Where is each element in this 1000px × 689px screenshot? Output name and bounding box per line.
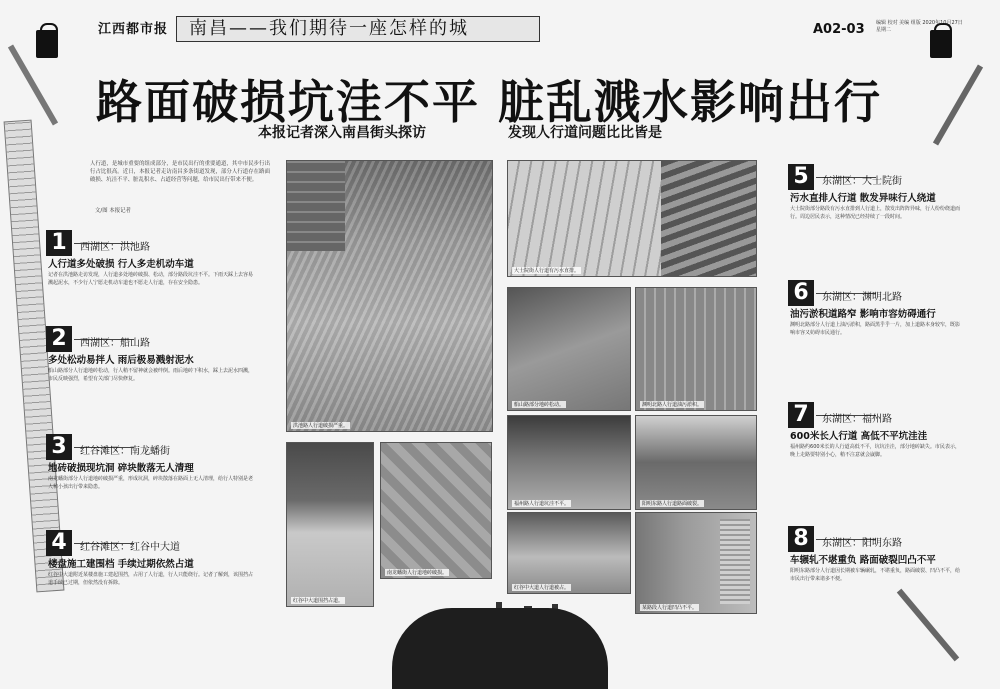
publication-info: 编辑 校对 美编 组版 2020年10月27日 星期二 (876, 20, 963, 33)
section-title: 车辗轧不堪重负 路面破裂凹凸不平 (790, 555, 936, 566)
section-number: 4 (46, 530, 72, 556)
photo-hoarding (286, 442, 374, 607)
section-title: 人行道多处破损 行人多走机动车道 (48, 259, 194, 270)
subheadline-right: 发现人行道问题比比皆是 (508, 125, 662, 141)
hands-illustration (392, 608, 608, 689)
section-body: 渊明北路部分人行道上油污淤积，路面黑乎乎一片，加上道路本身较窄，既影响市容又妨碍市民通行。 (790, 322, 961, 336)
section-title: 污水直排人行道 散发异味行人绕道 (790, 193, 936, 204)
section-title: 楼盘施工建围档 手续过期依然占道 (48, 559, 194, 570)
section-8 (788, 526, 978, 636)
photo-caption: 红谷中大道人行道被占。 (514, 585, 570, 591)
photo-caption: 福州路人行道坑洼不平。 (514, 501, 570, 507)
masthead-logo: 江西都市报 (98, 22, 169, 37)
section-area: 东湖区：大士院街 (822, 176, 902, 187)
section-7 (788, 402, 978, 512)
photo-occupied-sidewalk (507, 512, 631, 594)
section-area: 东湖区：阳明东路 (822, 538, 902, 549)
photo-cracked-road (635, 415, 757, 510)
intro-paragraph: 人行道，是城市重要的组成部分，是市民出行的重要通道，其中市民步行出行占比很高。近日，本报记者走访南昌多条街道发现，部分人行道存在路面破损、坑洼不平、脏乱积水、占道经营等问题，给市民出行带来不便。 (90, 161, 270, 183)
section-title: 油污淤积道路窄 影响市容妨碍通行 (790, 309, 936, 320)
subheadline-left: 本报记者深入南昌街头探访 (258, 125, 426, 141)
photo-uneven-sidewalk (635, 512, 757, 614)
section-1 (46, 230, 256, 320)
section-number: 6 (788, 280, 814, 306)
section-body: 福州路约600米长的人行道高低不平，坑坑洼洼，部分地砖缺失。市民表示，晚上走路要特别小心，稍不注意就会崴脚。 (790, 444, 960, 458)
section-body: 大士院街部分路段有污水直排到人行道上，散发出阵阵异味，行人纷纷绕道而行。周边居民表示，这种情况已经持续了一段时间。 (790, 206, 961, 220)
photo-broken-tiles (380, 442, 492, 579)
photo-cracked-sidewalk (286, 160, 493, 432)
compass-decoration (933, 65, 983, 146)
section-area: 西湖区：洪池路 (80, 242, 150, 253)
section-body: 船山路部分人行道地砖松动，行人稍不留神就会被绊倒。雨后地砖下积水，踩上去泥水四溅，市民反映强烈，希望有关部门尽快修复。 (48, 368, 254, 382)
section-area: 西湖区：船山路 (80, 338, 150, 349)
byline: 文/图 本报记者 (95, 208, 131, 214)
section-4 (46, 530, 256, 630)
photo-caption: 某路段人行道凹凸不平。 (642, 605, 698, 611)
section-body: 南龙蟠街部分人行道地砖破损严重，形成坑洞，碎块散落在路面上无人清理，给行人特别是老人和小孩出行带来隐患。 (48, 476, 254, 490)
section-title: 地砖破损现坑洞 碎块散落无人清理 (48, 463, 194, 474)
section-6 (788, 280, 978, 390)
photo-caption: 船山路部分地砖松动。 (514, 402, 565, 408)
section-number: 7 (788, 402, 814, 428)
section-body: 记者在洪池路走访发现，人行道多处地砖破损、松动，部分路段坑洼不平。下雨天踩上去容易溅起泥水，不少行人宁愿走机动车道也不愿走人行道，存在安全隐患。 (48, 272, 254, 286)
section-number: 8 (788, 526, 814, 552)
photo-loose-tiles (507, 287, 631, 411)
section-area: 红谷滩区：红谷中大道 (80, 542, 180, 553)
photo-caption: 洪池路人行道破损严重。 (293, 423, 349, 429)
page-number: A02-03 (813, 22, 865, 37)
section-5 (788, 164, 978, 264)
section-area: 东湖区：渊明北路 (822, 292, 902, 303)
section-number: 5 (788, 164, 814, 190)
section-title: 多处松动易拌人 雨后极易溅射泥水 (48, 355, 194, 366)
page-headline: 路面破损坑洼不平 脏乱溅水影响出行 (96, 75, 883, 129)
photo-oily-sidewalk (635, 287, 757, 411)
photo-caption: 阳明东路人行道路面破裂。 (642, 501, 703, 507)
photo-uneven-path (507, 415, 631, 510)
section-3 (46, 434, 256, 524)
section-number: 3 (46, 434, 72, 460)
section-2 (46, 326, 256, 426)
section-banner: 南昌——我们期待一座怎样的城 (176, 16, 540, 42)
photo-caption: 渊明北路人行道油污淤积。 (642, 402, 703, 408)
photo-sidewalk-steps (507, 160, 757, 277)
section-title: 600米长人行道 高低不平坑洼洼 (790, 431, 928, 442)
photo-caption: 红谷中大道围挡占道。 (293, 598, 344, 604)
section-body: 红谷中大道附近某楼盘施工建起围挡，占用了人行道，行人只能绕行。记者了解到，该围挡占道手续已过期，但依然没有拆除。 (48, 572, 254, 586)
photo-caption: 南龙蟠街人行道地砖破损。 (387, 570, 448, 576)
section-number: 1 (46, 230, 72, 256)
section-area: 东湖区：福州路 (822, 414, 892, 425)
photo-caption: 大士院街人行道有污水直排。 (514, 268, 580, 274)
section-body: 阳明东路部分人行道因长期被车辆碾轧，不堪重负，路面破裂、凹凸不平，给市民出行带来诸多不便。 (790, 568, 961, 582)
section-area: 红谷滩区：南龙蟠街 (80, 446, 170, 457)
masthead (28, 8, 972, 42)
section-number: 2 (46, 326, 72, 352)
